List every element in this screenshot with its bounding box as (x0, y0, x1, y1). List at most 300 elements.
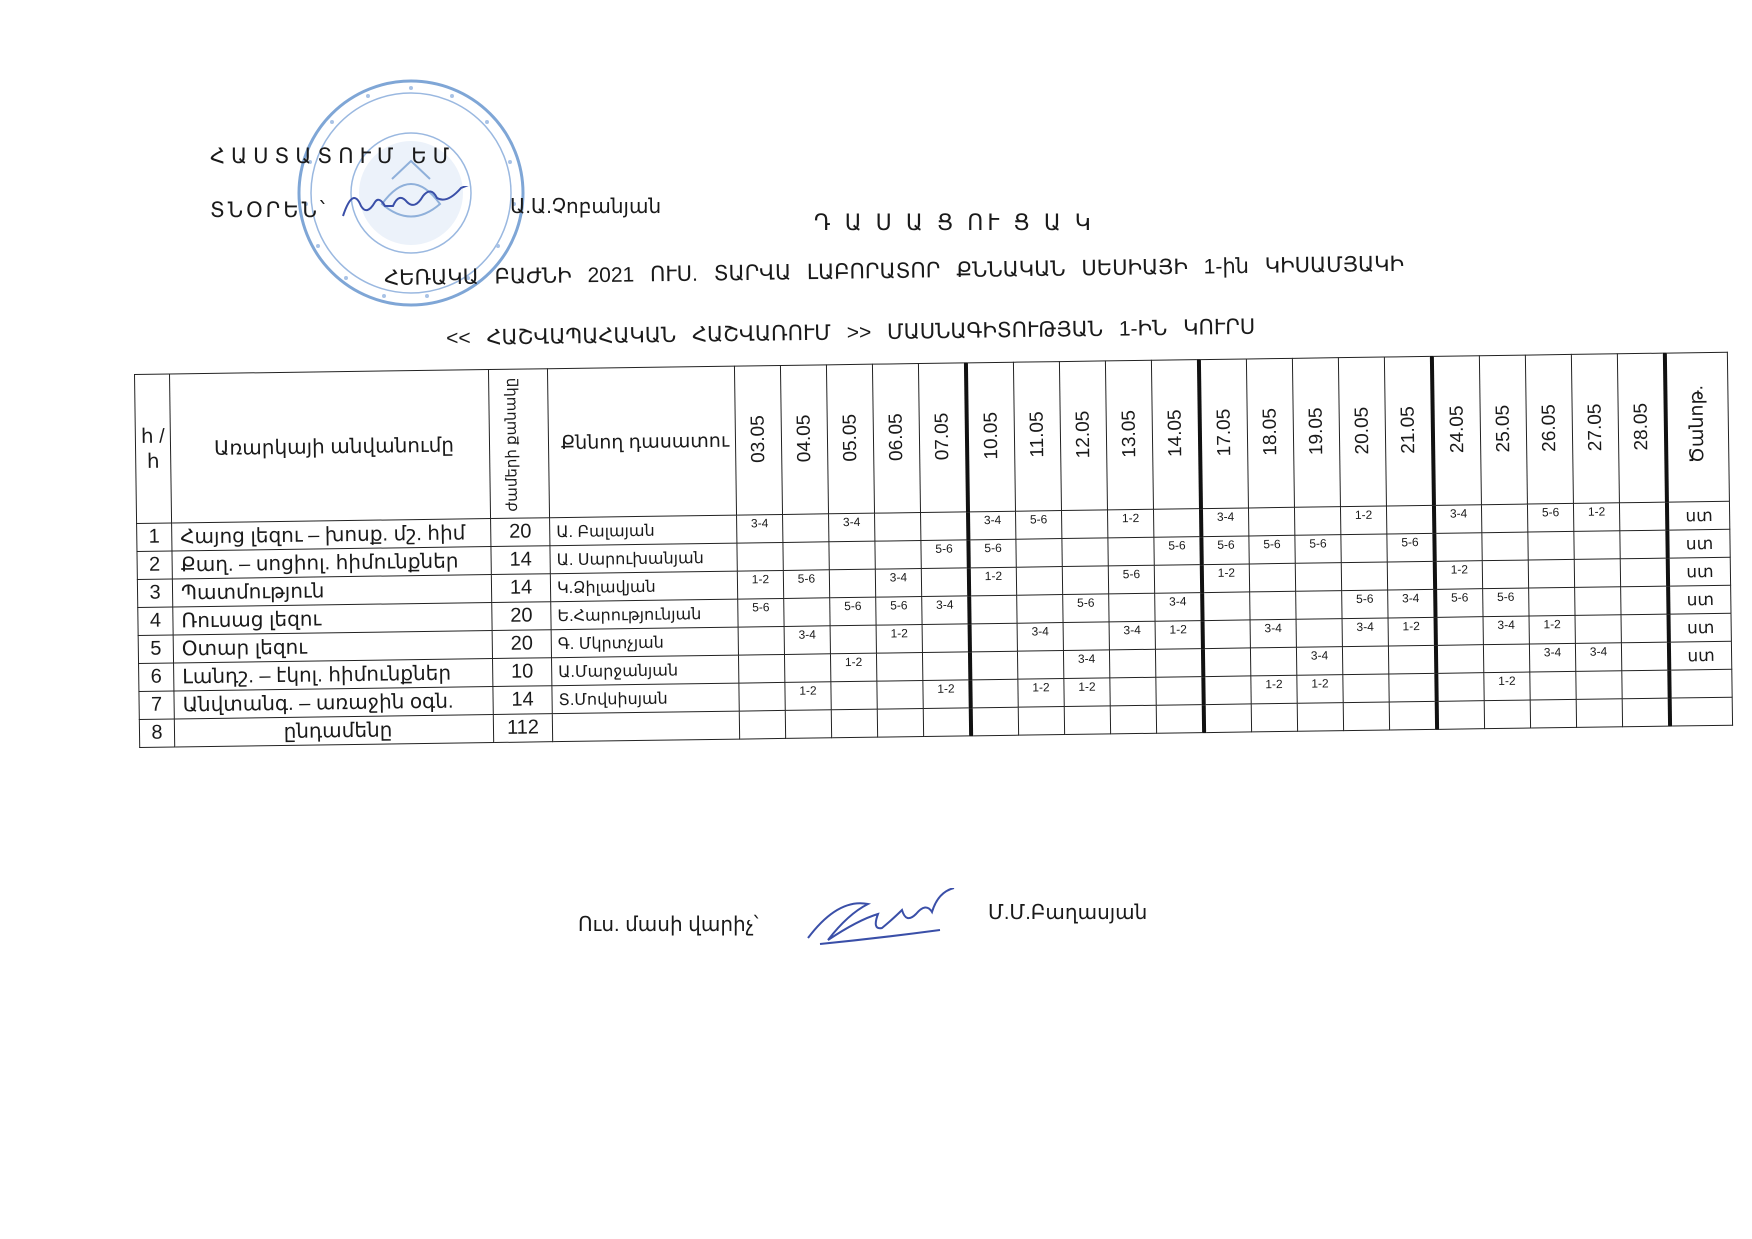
slot-value (923, 632, 968, 633)
slot-value (1295, 515, 1340, 516)
slot-cell (1156, 705, 1204, 734)
slot-value (1622, 650, 1667, 651)
slot-value (1156, 685, 1201, 686)
slot-cell (1156, 677, 1204, 706)
slot-cell (875, 541, 921, 570)
header-number-text: հ / հ (140, 425, 165, 473)
date-label: 03.05 (747, 414, 769, 463)
slot-value: 3-4 (1497, 617, 1515, 632)
slot-cell (876, 625, 922, 654)
slot-value (739, 662, 784, 663)
slot-value (739, 634, 784, 635)
slot-cell (1622, 698, 1670, 727)
header-date (1432, 356, 1482, 506)
slot-value: 5-6 (1077, 595, 1095, 610)
slot-value (1438, 625, 1483, 626)
header-date (1151, 360, 1201, 510)
slot-cell (1435, 561, 1483, 590)
title-line-1: ՀԵՌԱԿԱ ԲԱԺՆԻ 2021 ՈՒՍ. ՏԱՐՎԱ ԼԱԲՈՐԱՏՈՐ ՔՆՆԱԿԱՆ ՍԵՍԻԱՅԻ 1-ին ԿԻՍԱՄՅԱԿԻ (384, 252, 1405, 290)
slot-cell (1576, 671, 1622, 700)
slot-value: 1-2 (1121, 510, 1140, 525)
slot-cell (784, 598, 830, 627)
slot-value (877, 661, 922, 662)
total-status-empty (1670, 697, 1733, 726)
slot-cell (1620, 530, 1668, 559)
slot-cell (1109, 621, 1155, 650)
slot-cell (1527, 503, 1573, 532)
approval-heading: ՀԱՍՏԱՏՈՒՄ ԵՄ (210, 145, 456, 168)
header-date (1013, 362, 1061, 512)
slot-value: 1-2 (751, 571, 770, 586)
slot-value (1574, 539, 1619, 540)
slot-cell (1017, 651, 1063, 680)
slot-value: 3-4 (936, 597, 954, 612)
slot-cell (1297, 703, 1343, 732)
slot-cell (1341, 562, 1387, 591)
slot-cell (970, 651, 1018, 680)
slot-cell (969, 595, 1017, 624)
slot-cell (1529, 587, 1575, 616)
slot-value (1530, 679, 1575, 680)
slot-value (1388, 569, 1433, 570)
slot-cell (830, 653, 876, 682)
slot-value (1155, 573, 1200, 574)
slot-cell (875, 569, 921, 598)
slot-value: 3-4 (1216, 509, 1235, 524)
slot-cell (1342, 646, 1388, 675)
slot-cell (921, 540, 969, 569)
slot-value: 1-2 (1543, 616, 1561, 631)
date-label: 27.05 (1584, 403, 1606, 452)
total-hours: 112 (493, 714, 552, 743)
slot-value (1063, 574, 1108, 575)
slot-cell (738, 626, 784, 655)
slot-value: 5-6 (797, 571, 816, 586)
slot-cell (1251, 675, 1297, 704)
slot-value (1575, 567, 1620, 568)
slot-cell (1481, 504, 1527, 533)
slot-value: 5-6 (1309, 535, 1327, 551)
row-status: ստ (1669, 641, 1732, 670)
date-label: 24.05 (1446, 405, 1468, 453)
slot-cell (1018, 707, 1064, 736)
slot-cell (1484, 700, 1530, 729)
slot-cell (1343, 702, 1389, 731)
slot-cell (922, 624, 970, 653)
slot-value (1204, 600, 1249, 601)
row-number: 7 (139, 691, 174, 719)
slot-value: 3-4 (1264, 620, 1282, 635)
row-status: ստ (1668, 585, 1731, 614)
slot-cell (1482, 560, 1528, 589)
slot-value (1154, 517, 1199, 518)
slot-cell (1016, 511, 1062, 540)
slot-cell (1434, 533, 1482, 562)
slot-value (972, 687, 1017, 688)
slot-value (1621, 566, 1666, 567)
slot-cell (968, 539, 1016, 568)
slot-cell (1295, 535, 1341, 564)
slot-cell (921, 568, 969, 597)
slot-cell (1251, 703, 1297, 732)
slot-value: 3-4 (1123, 622, 1141, 637)
row-hours: 14 (491, 546, 550, 575)
header-hours (488, 369, 549, 519)
slot-value: 5-6 (1168, 537, 1186, 553)
slot-cell (1387, 561, 1435, 590)
slot-cell (1342, 618, 1388, 647)
slot-value: 3-4 (1543, 644, 1562, 659)
slot-cell (738, 598, 784, 627)
slot-value: 3-4 (1589, 643, 1608, 659)
date-label: 19.05 (1305, 407, 1327, 455)
slot-cell (1063, 594, 1109, 623)
header-date (1479, 355, 1527, 505)
date-label: 04.05 (793, 414, 815, 463)
slot-cell (876, 597, 922, 626)
slot-cell (738, 654, 784, 683)
header-date (1246, 358, 1294, 508)
slot-value (1438, 681, 1483, 682)
table-header-row (135, 352, 1730, 523)
slot-value (1017, 603, 1062, 604)
slot-value: 5-6 (935, 541, 953, 556)
date-label: 12.05 (1072, 410, 1094, 459)
row-status (1669, 669, 1732, 698)
header-date (918, 363, 968, 513)
slot-cell (1107, 509, 1153, 538)
schedule-table (134, 352, 1733, 748)
slot-value (1622, 678, 1667, 679)
slot-value: 5-6 (1217, 537, 1235, 552)
slot-cell (1340, 506, 1386, 535)
slot-value: 3-4 (1169, 593, 1187, 609)
slot-value: 3-4 (1031, 623, 1049, 638)
date-label: 26.05 (1538, 403, 1560, 452)
header-date (872, 364, 920, 514)
slot-cell (1437, 701, 1485, 730)
slot-cell (1155, 649, 1203, 678)
date-label: 14.05 (1164, 409, 1186, 457)
total-number: 8 (139, 719, 174, 747)
slot-cell (1435, 589, 1483, 618)
slot-cell (1016, 567, 1062, 596)
slot-value (1342, 570, 1387, 571)
slot-cell (877, 681, 923, 710)
slot-value (830, 577, 875, 578)
slot-value: 1-2 (1169, 621, 1187, 637)
slot-value (1341, 542, 1386, 543)
slot-value (1109, 601, 1154, 602)
slot-value (1156, 657, 1201, 658)
slot-cell (1528, 531, 1574, 560)
slot-cell (739, 710, 785, 739)
slot-value: 3-4 (1356, 619, 1374, 634)
slot-value (1017, 575, 1062, 576)
slot-value (1389, 653, 1434, 654)
slot-value (1205, 684, 1250, 685)
slot-value: 5-6 (1355, 591, 1374, 606)
header-date (1292, 358, 1340, 508)
slot-value (1250, 599, 1295, 600)
title-line-2: << ՀԱՇՎԱՊԱՀԱԿԱՆ ՀԱՇՎԱՌՈՒՄ >> ՄԱՍՆԱԳԻՏՈՒԹՅԱՆ 1-ԻՆ ԿՈՒՐՍ (446, 315, 1256, 350)
slot-value (1343, 682, 1388, 683)
slot-cell (1061, 510, 1107, 539)
slot-value (1620, 510, 1665, 511)
slot-cell (737, 514, 783, 543)
header-date (1525, 354, 1573, 504)
date-label: 13.05 (1118, 409, 1140, 458)
slot-value: 1-2 (1265, 676, 1283, 691)
slot-cell (783, 570, 829, 599)
slot-value (1484, 652, 1529, 653)
slot-value (1296, 599, 1341, 600)
document-title: Դ Ա Ս Ա Ց ՈՒ Ց Ա Կ (814, 210, 1095, 235)
slot-cell (1529, 615, 1575, 644)
header-date (1105, 360, 1153, 510)
slot-value (877, 689, 922, 690)
slot-cell (784, 626, 830, 655)
slot-value: 1-2 (1311, 675, 1329, 691)
header-date (734, 365, 782, 515)
slot-cell (1296, 619, 1342, 648)
date-label: 18.05 (1259, 407, 1281, 456)
row-number: 5 (138, 635, 173, 663)
total-label: ընդամենը (174, 715, 493, 747)
row-hours: 20 (491, 518, 550, 547)
slot-cell (1297, 675, 1343, 704)
slot-cell (1343, 674, 1389, 703)
header-status (1665, 352, 1730, 502)
slot-cell (1153, 509, 1201, 538)
header-hours-text: ժամերի քանակը (502, 377, 521, 512)
header-subject-text: Առարկայի անվանումը (213, 434, 455, 460)
date-label: 05.05 (839, 413, 861, 462)
slot-cell (1154, 565, 1202, 594)
slot-value (1205, 656, 1250, 657)
slot-value (1018, 659, 1063, 660)
row-teacher: Կ.Ձիլավյան (550, 571, 737, 602)
slot-value (1297, 627, 1342, 628)
footer-role-label: Ուս. մասի վարիչ՝ (578, 914, 759, 936)
slot-cell (1620, 558, 1668, 587)
slot-cell (1436, 645, 1484, 674)
slot-cell (1062, 538, 1108, 567)
slot-cell (1573, 503, 1619, 532)
date-label: 25.05 (1492, 404, 1514, 453)
slot-cell (1529, 643, 1575, 672)
slot-cell (1250, 619, 1296, 648)
slot-cell (1017, 623, 1063, 652)
slot-cell (783, 542, 829, 571)
slot-cell (877, 709, 923, 738)
slot-cell (1201, 536, 1249, 565)
slot-value (1621, 594, 1666, 595)
slot-cell (1062, 566, 1108, 595)
row-number: 3 (137, 579, 172, 607)
row-subject: Օտար լեզու (173, 631, 492, 663)
slot-value (831, 689, 876, 690)
slot-cell (831, 681, 877, 710)
row-subject: Անվտանգ. – առաջին օգն. (174, 687, 493, 719)
slot-value (830, 549, 875, 550)
total-teacher-empty (552, 711, 739, 742)
slot-cell (1295, 563, 1341, 592)
slot-cell (1155, 621, 1203, 650)
row-hours: 14 (491, 574, 550, 603)
slot-value: 1-2 (890, 625, 908, 640)
row-hours: 14 (493, 686, 552, 715)
slot-cell (922, 652, 970, 681)
row-status: ստ (1669, 613, 1732, 642)
slot-cell (875, 513, 921, 542)
slot-cell (971, 707, 1019, 736)
slot-cell (737, 570, 783, 599)
slot-cell (1621, 614, 1669, 643)
row-hours: 20 (492, 630, 551, 659)
slot-cell (921, 512, 969, 541)
slot-value (1482, 512, 1527, 513)
header-date (1338, 357, 1386, 507)
slot-cell (739, 682, 785, 711)
slot-value (1483, 568, 1528, 569)
row-teacher: Ե.Հարությունյան (551, 599, 738, 630)
slot-cell (1388, 645, 1436, 674)
slot-cell (1388, 589, 1436, 618)
slot-cell (1621, 642, 1669, 671)
slot-cell (784, 654, 830, 683)
slot-value: 3-4 (889, 569, 908, 584)
slot-cell (1483, 616, 1529, 645)
director-name: Ա.Ա.Չոբանյան (510, 196, 662, 218)
date-label: 10.05 (980, 411, 1002, 460)
slot-value (783, 522, 828, 523)
slot-value (1205, 628, 1250, 629)
row-status: ստ (1668, 557, 1731, 586)
slot-cell (876, 653, 922, 682)
slot-value (1575, 595, 1620, 596)
slot-value (1436, 541, 1481, 542)
slot-cell (1342, 590, 1388, 619)
slot-value (921, 520, 966, 521)
slot-cell (1249, 535, 1295, 564)
row-teacher: Տ.Մովսիսյան (552, 683, 739, 714)
slot-value (1528, 539, 1573, 540)
slot-value (876, 549, 921, 550)
slot-cell (922, 596, 970, 625)
slot-value (972, 631, 1017, 632)
header-date (966, 362, 1016, 512)
slot-cell (1201, 508, 1249, 537)
row-hours: 10 (493, 658, 552, 687)
slot-cell (1575, 587, 1621, 616)
slot-value: 5-6 (752, 599, 770, 614)
header-teacher (547, 366, 736, 518)
slot-cell (1434, 505, 1482, 534)
slot-value: 1-2 (1354, 507, 1373, 522)
header-date (1617, 353, 1667, 503)
slot-value: 1-2 (844, 654, 863, 669)
slot-cell (1202, 592, 1250, 621)
row-teacher: Ա. Սարուխանյան (550, 543, 737, 574)
slot-value (831, 633, 876, 634)
slot-cell (1483, 644, 1529, 673)
header-date (1384, 356, 1434, 506)
slot-cell (968, 511, 1016, 540)
slot-cell (1064, 706, 1110, 735)
slot-cell (1296, 647, 1342, 676)
slot-value: 5-6 (890, 597, 908, 612)
slot-value: 1-2 (1450, 561, 1469, 577)
slot-value (1250, 571, 1295, 572)
slot-cell (1204, 704, 1252, 733)
slot-cell (1575, 615, 1621, 644)
slot-cell (1296, 591, 1342, 620)
slot-cell (1108, 565, 1154, 594)
slot-value: 1-2 (1498, 673, 1516, 688)
slot-cell (969, 567, 1017, 596)
director-signature (338, 186, 478, 228)
slot-cell (923, 708, 971, 737)
slot-value (1251, 655, 1296, 656)
slot-cell (1063, 650, 1109, 679)
slot-cell (1622, 670, 1670, 699)
header-status-text: Ծանոթ. (1686, 385, 1709, 464)
slot-cell (1530, 671, 1576, 700)
slot-value (1062, 518, 1107, 519)
slot-cell (1528, 559, 1574, 588)
header-date (1571, 354, 1619, 504)
row-number: 1 (137, 523, 172, 551)
row-number: 6 (139, 663, 174, 691)
slot-cell (1389, 701, 1437, 730)
slot-cell (737, 542, 783, 571)
slot-cell (1250, 591, 1296, 620)
row-subject: Քաղ. – սոցիոլ. հիմունքներ (172, 547, 491, 579)
header-date (780, 365, 828, 515)
slot-value (784, 606, 829, 607)
footer-signature (800, 888, 970, 952)
slot-value (785, 662, 830, 663)
row-status: ստ (1667, 501, 1730, 530)
slot-cell (1576, 699, 1622, 728)
slot-value (1064, 630, 1109, 631)
slot-cell (1108, 537, 1154, 566)
slot-value (923, 660, 968, 661)
slot-value (739, 690, 784, 691)
slot-cell (1016, 539, 1062, 568)
slot-cell (1388, 617, 1436, 646)
slot-cell (1482, 532, 1528, 561)
slot-value (1389, 681, 1434, 682)
row-subject: Հայոց լեզու – խոսք. մշ. հիմ (172, 519, 491, 551)
director-label: ՏՆՕՐԵՆ՝ (210, 199, 328, 222)
slot-cell (970, 679, 1018, 708)
row-status: ստ (1667, 529, 1730, 558)
slot-cell (830, 625, 876, 654)
slot-value (1529, 595, 1574, 596)
slot-cell (1063, 622, 1109, 651)
slot-value (1576, 623, 1621, 624)
date-label: 21.05 (1397, 405, 1419, 454)
slot-value (922, 576, 967, 577)
header-date (1059, 361, 1107, 511)
slot-value: 1-2 (1078, 679, 1096, 694)
slot-cell (1155, 593, 1203, 622)
slot-value (1249, 515, 1294, 516)
date-label: 07.05 (931, 412, 953, 461)
row-hours: 20 (492, 602, 551, 631)
